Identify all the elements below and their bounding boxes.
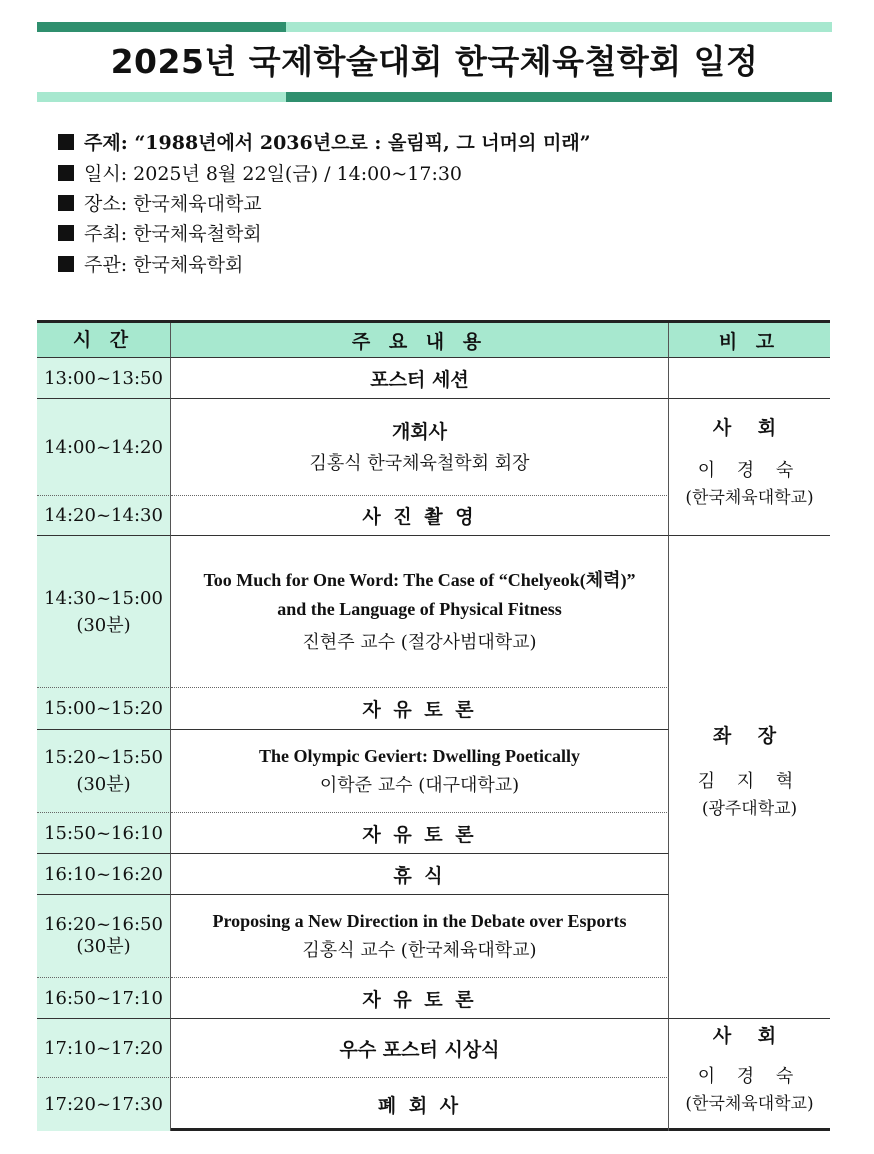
info-label: 주최 (84, 223, 121, 245)
paper-title-line2: and the Language of Physical Fitness (277, 598, 562, 619)
note-role: 좌 장 (712, 725, 787, 747)
page-title: 2025년 국제학술대회 한국체육철학회 일정 (110, 42, 759, 81)
note-role: 사 회 (712, 417, 787, 439)
info-venue: 장소: 한국체육대학교 (58, 191, 262, 217)
speaker: 김홍식 한국체육철학회 회장 (309, 453, 530, 474)
header-content: 주 요 내 용 (171, 323, 669, 358)
time-cell: 15:00~15:20 (37, 688, 171, 730)
info-datetime: 일시: 2025년 8월 22일(금) / 14:00~17:30 (58, 161, 462, 187)
time-cell: 17:20~17:30 (37, 1078, 171, 1131)
square-bullet-icon (58, 256, 74, 272)
time-cell: 15:50~16:10 (37, 813, 171, 854)
info-host: 주최: 한국체육철학회 (58, 221, 262, 247)
time-cell: 14:00~14:20 (37, 399, 171, 496)
time-cell (37, 730, 171, 813)
session-title: 사 진 촬 영 (362, 506, 477, 528)
info-value: “1988년에서 2036년으로 : 올림픽, 그 너머의 미래” (134, 132, 591, 154)
header-time: 시 간 (37, 323, 171, 358)
info-label: 일시 (84, 163, 121, 185)
time-range: 16:20~16:50 (44, 914, 163, 935)
note-moderator (669, 399, 830, 536)
info-value: 한국체육대학교 (133, 193, 262, 215)
duration: (30분) (76, 936, 131, 957)
header-note: 비 고 (669, 323, 830, 358)
info-value: 2025년 8월 22일(금) / 14:00~17:30 (133, 163, 463, 185)
session-title: 휴 식 (393, 864, 446, 887)
time-cell (37, 895, 171, 978)
title-bar-top-accent (37, 22, 286, 32)
square-bullet-icon (58, 225, 74, 241)
speaker: 김홍식 교수 (한국체육대학교) (302, 939, 537, 961)
content-cell (171, 536, 669, 688)
content-cell (171, 399, 669, 496)
info-label: 주관 (84, 254, 121, 276)
time-cell (37, 536, 171, 688)
time-cell: 16:50~17:10 (37, 978, 171, 1019)
session-title: 개회사 (391, 421, 448, 443)
session-title: 포스터 세션 (370, 368, 469, 391)
time-range: 14:30~15:00 (44, 587, 163, 609)
session-title: 폐 회 사 (377, 1095, 462, 1117)
content-cell (171, 688, 669, 730)
title-bar-bottom (37, 92, 832, 102)
info-label: 장소 (84, 193, 121, 215)
content-cell (171, 978, 669, 1019)
content-cell (171, 895, 669, 978)
time-cell: 16:10~16:20 (37, 854, 171, 895)
note-name: 이 경 숙 (697, 460, 802, 481)
info-theme: 주제: “1988년에서 2036년으로 : 올림픽, 그 너머의 미래” (58, 130, 591, 156)
duration: (30분) (76, 614, 131, 636)
session-title: 자 유 토 론 (362, 699, 477, 721)
title-bar-top (37, 22, 832, 32)
info-label: 주제 (84, 132, 121, 154)
info-value: 한국체육철학회 (133, 223, 262, 245)
duration: (30분) (76, 774, 131, 795)
schedule-table (37, 320, 830, 1131)
time-cell: 14:20~14:30 (37, 496, 171, 536)
content-cell (171, 854, 669, 895)
speaker: 진현주 교수 (절강사범대학교) (302, 631, 537, 653)
note-chair (669, 536, 830, 1019)
paper-title: The Olympic Geviert: Dwelling Poetically (259, 745, 580, 766)
note-school: (한국체육대학교) (685, 1094, 814, 1114)
content-cell (171, 1078, 669, 1131)
note-school: (광주대학교) (701, 799, 798, 819)
session-title: 자 유 토 론 (362, 823, 477, 846)
note-moderator (669, 1019, 830, 1131)
info-organizer: 주관: 한국체육학회 (58, 252, 243, 278)
square-bullet-icon (58, 134, 74, 150)
content-cell (171, 358, 669, 399)
note-name: 김 지 혁 (697, 771, 802, 792)
note-role: 사 회 (712, 1025, 787, 1047)
content-cell (171, 496, 669, 536)
note-cell-empty (669, 358, 830, 399)
content-cell (171, 730, 669, 813)
paper-title: Proposing a New Direction in the Debate over Esports (212, 910, 627, 931)
session-title: 자 유 토 론 (362, 988, 477, 1011)
note-school: (한국체육대학교) (685, 488, 814, 508)
square-bullet-icon (58, 165, 74, 181)
speaker: 이학준 교수 (대구대학교) (319, 774, 520, 796)
content-cell (171, 1019, 669, 1078)
note-name: 이 경 숙 (697, 1066, 802, 1087)
time-cell: 17:10~17:20 (37, 1019, 171, 1078)
session-title: 우수 포스터 시상식 (339, 1038, 500, 1061)
time-range: 15:20~15:50 (44, 747, 163, 768)
content-cell (171, 813, 669, 854)
title-bar-bottom-accent (286, 92, 832, 102)
time-cell: 13:00~13:50 (37, 358, 171, 399)
info-value: 한국체육학회 (133, 254, 244, 276)
square-bullet-icon (58, 195, 74, 211)
paper-title: Too Much for One Word: The Case of “Chelyeok(체력)” (203, 569, 636, 590)
